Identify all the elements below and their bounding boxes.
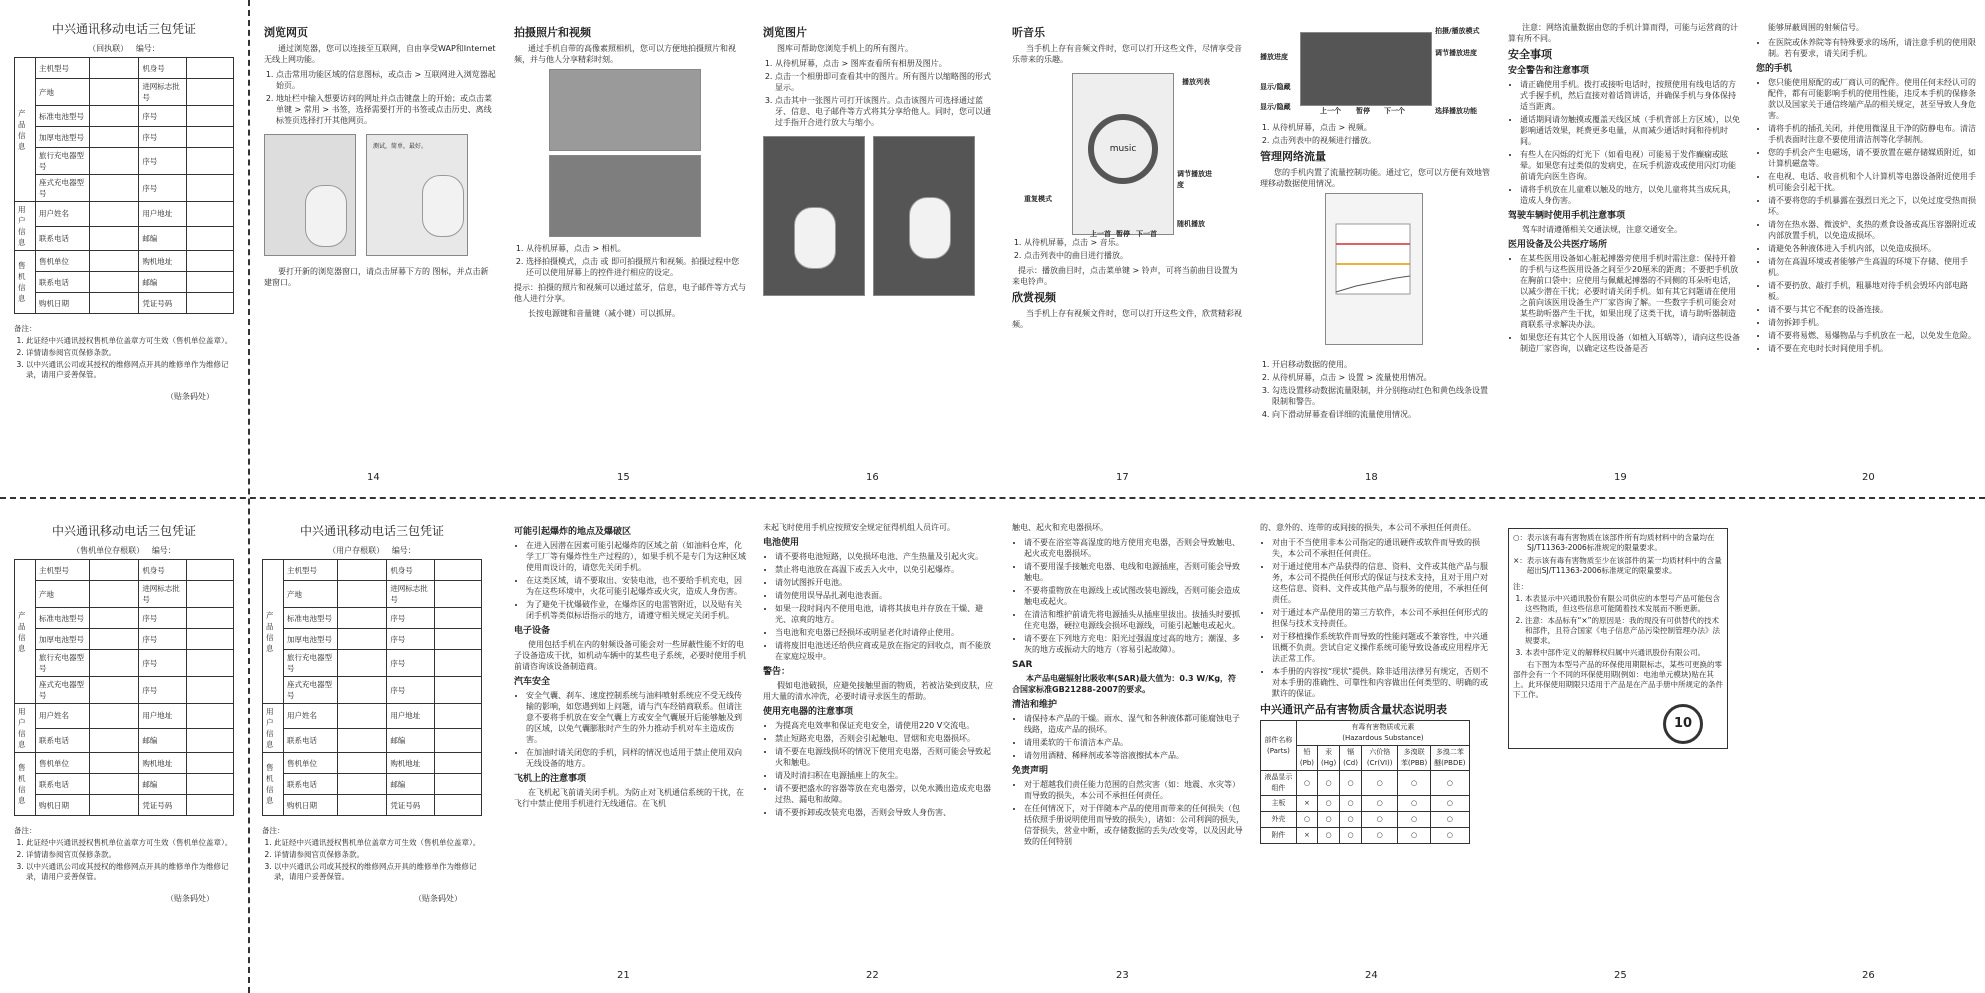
page-number: 20	[1862, 472, 1875, 483]
page-number: 26	[1862, 970, 1875, 981]
section-title: 欣赏视频	[1012, 291, 1056, 304]
field-label: 机身号	[139, 58, 187, 79]
field-label: 加厚电池型号	[36, 127, 90, 148]
field-label: 主机型号	[36, 58, 90, 79]
horizontal-cut-line	[0, 497, 1985, 499]
field-label: 凭证号码	[139, 293, 187, 314]
barcode-area-label: （贴条码处）	[166, 894, 214, 903]
page-number: 19	[1614, 472, 1627, 483]
page-number: 18	[1365, 472, 1378, 483]
page-number: 23	[1116, 970, 1129, 981]
page-20: 能够屏蔽周围的射频信号。 • 在医院或休养院等有特殊要求的场所，请注意手机的使用限制。若有要求，请关闭手机。 您的手机 • 您只能使用原配的或厂商认可的配件。使用任何未经认可的配件，都有可能影响手机的使用性能，违反本手机的保修条款以及国家关于通信终端产品的相关规定，甚至导致人身危害。 • 请将手机的插孔关闭，并使用微湿且干净的防静电布。清洁手机表面时注意不要使用清洁剂等化学制剂。 • 您的手机会产生电磁场，请不要放置在磁存储媒质附近，如计算机磁盘等。 • 在电视、电话、收音机和个人计算机等电器设备附近使用手机可能会引起干扰。 • 请不要将您的手机暴露在强烈日光之下，以免过度受热而损坏。 • 请勿在热水器、微波炉、炙热的煮食设备或高压容器附近或内部放置手机，以免造成损坏。 • 请避免各种液体进入手机内部，以免造成损坏。 • 请勿在高温环境或者能够产生高温的环境下存储、使用手机。 • 请不要扔放、敲打手机，粗暴地对待手机会毁坏内部电路板。 • 请不要与其它不配套的设备连接。 • 请勿拆卸手机。 • 请不要将易燃、易爆物品与手机放在一起，以免发生危险。 • 请不要在充电时长时间使用手机。	[1756, 22, 1978, 358]
page-25	[1508, 528, 1728, 749]
field-label: 产地	[36, 79, 90, 106]
hazardous-substance-table: 部件名称(Parts) 有毒有害物质或元素 (Hazardous Substance) 铅(Pb) 汞(Hg) 镉(Cd) 六价铬(Cr(VI)) 多溴联苯(PBB) 多溴二苯醚(PBDE) 液晶显示组件 ○ ○ ○ ○ ○ ○ 主板 × ○ ○ ○ ○ ○ 外壳 ○ ○ ○ ○ ○ ○ 附件 × ○ ○ ○ ○ ○	[1260, 720, 1470, 844]
page-22: 未起飞时使用手机应按照安全规定征得机组人员许可。 电池使用 • 请不要将电池短路，以免损坏电池、产生热量及引起火灾。 • 禁止将电池放在高温下或丢入火中，以免引起爆炸。 • 请勿试图拆开电池。 • 请勿使用误导品扎剥电池表面。 • 如果一段时间内不使用电池，请将其拔电并存放在干燥、避光、凉爽的地方。 • 当电池和充电器已经损坏或明显老化时请停止使用。 • 请将废旧电池送还给供应商或是放在指定的回收点，而不能放在家庭垃圾中。 警告： 假如电池破损，应避免接触里面的物质，若被沾染到皮肤，应用大量的清水冲洗，必要时请寻求医生的帮助。 使用充电器的注意事项 • 为提高充电效率和保证充电安全，请使用220 V交流电。 • 禁止短路充电器，否则会引起触电、冒烟和充电器损坏。 • 请不要在电源线损坏的情况下使用充电器，否则可能会导致起火和触电。 • 请及时清扫积在电源插座上的灰尘。 • 请不要把盛水的容器等放在充电器旁，以免水溅出造成充电器过热、漏电和故障。 • 请不要拆卸或改装充电器，否则会导致人身伤害、	[763, 522, 995, 822]
field-label: 联系电话	[36, 272, 90, 293]
table-row: 主板 × ○ ○ ○ ○ ○	[1261, 796, 1470, 812]
page-18: 拍摄/播放模式 播放进度 调节播放进度 显示/隐藏 上一个 暂停 下一个 显示/隐藏 选择播放功能 1. 从待机屏幕，点击 > 视频。 2. 点击列表中的视频进行播放。 管理网络流量 您的手机内置了流量控制功能。通过它，您可以方便有效地管理移动数据使用情况。 1. 开启移动数据的使用。 2. 从待机屏幕，点击 > 设置 > 流量使用情况。 3. 勾选设置移动数据流量限制，并分别拖动红色和黄色线条设置限制和警告。 4. 向下滑动屏幕查看详细的流量使用情况。	[1260, 22, 1492, 424]
card-title: 中兴通讯移动电话三包凭证	[51, 22, 196, 36]
page-17: 听音乐 当手机上存有音频文件时，您可以打开这些文件，尽情享受音乐带来的乐趣。 music 播放列表 调节播放进度 重复模式 上一首 暂停 下一首 随机播放 1. 从待机屏幕，点击 > 音乐。 2. 点击列表中的曲目进行播放。 提示：播放曲目时，点击菜单键 > 铃声，可将当前曲目设置为来电铃声。 欣赏视频 当手机上存有视频文件时，您可以打开这些文件，欣赏精彩视频。	[1012, 22, 1244, 334]
music-player-screenshot	[1072, 73, 1174, 235]
section-title: 浏览网页	[264, 26, 308, 39]
field-label: 序号	[139, 127, 187, 148]
browser-screenshot: 测试，简单，最好。	[366, 134, 468, 256]
page-19: 注意：网络流量数据由您的手机计算而得，可能与运营商的计算有所不同。 安全事项 安全警告和注意事项 • 请正确使用手机。拨打或接听电话时，按照使用有线电话的方式手握手机，然后直接对着话筒讲话，并确保手机与身体保持适当距离。 • 通话期间请勿触摸或覆盖天线区域（手机背部上方区域），以免影响通话效果，耗费更多电量，从而减少通话时间和待机时间。 • 有些人在闪烁的灯光下（如看电视）可能易于发作癫痫或眩晕。如果您有过类似的发病史，在玩手机游戏或使用闪灯功能前请先向医生咨询。 • 请将手机放在儿童难以触及的地方，以免儿童将其当成玩具，造成人身伤害。 驾驶车辆时使用手机注意事项 驾车时请遵循相关交通法规，注意交通安全。 医用设备及公共医疗场所 • 在某些医用设备如心脏起搏器旁使用手机时需注意：保持开着的手机与这些医用设备之间至少20厘米的距离；不要把手机放在胸前口袋中；应使用与佩戴起搏器的不同侧的耳朵听电话，以减少潜在干扰；必要时请关闭手机。如有其它问题请在使用之前向该医用设备生产厂家咨询了解。一些数字手机可能会对某些助听器产生干扰，如果出现了这类干扰，请与助听器制造商联系寻求解决办法。 • 如果您还有其它个人医用设备（如植入耳蜗等），请向这些设备制造厂家咨询，以确定这些设备是否	[1508, 22, 1740, 358]
card-title: 中兴通讯移动电话三包凭证	[51, 524, 196, 538]
field-label: 序号	[139, 175, 187, 202]
field-label: 联系电话	[36, 226, 90, 251]
barcode-area-label: （贴条码处）	[414, 894, 462, 903]
table-row: 外壳 ○ ○ ○ ○ ○ ○	[1261, 812, 1470, 828]
card-notes: 备注： 1. 此证经中兴通讯授权售机单位盖章方可生效（售机单位盖章）。 2. 详情请参阅官页保修条款。 3. 以中兴通讯公司或其授权的维修网点开具的维修单作为维修记录，请用户妥善保管。 （贴条码处）	[262, 826, 482, 904]
page-number: 22	[866, 970, 879, 981]
card-title: 中兴通讯移动电话三包凭证	[299, 524, 444, 538]
data-usage-screenshot	[1325, 193, 1423, 345]
environmental-note-box: ○： 表示该有毒有害物质在该部件所有均质材料中的含量均在SJ/T11363-2006标准规定的限量要求。 ×： 表示该有毒有害物质至少在该部件的某一均质材料中的含量超出SJ/T11363-2006标准规定的限量要求。 注： 1. 本表显示中兴通讯股份有限公司供应的本型号产品可能包含这些物质，但这些信息可能随着技术发展而不断更新。 2. 注意：本品标有“×”的原因是：我的现没有可供替代的技术和部件，且符合国家《电子信息产品污染控制管理办法》法规要求。 3. 本表中部件定义的解释权归属中兴通讯股份有限公司。 右下图为本型号产品的环保使用期限标志，某些可更换的零部件会有一个不同的环保使用期(例如：电池单元模块)贴在其上。此环保使用期限只适用于产品是在产品手册中所规定的条件下工作。 10	[1508, 528, 1728, 749]
headphones-icon: music	[1088, 114, 1158, 184]
browser-screenshot	[264, 134, 356, 256]
page-number: 17	[1116, 472, 1129, 483]
page-number: 15	[617, 472, 630, 483]
warranty-table: 产品信息 主机型号 机身号 产地 进网标志批号 标准电池型号 序号 加厚电池型号 序号 旅行充电器型号 序号 座式充电器型号 序号 用户信息 用户姓名 用户地址 联系电话 邮编 售机信息 售机单位 购机地址 联系电话 邮编 购机日期 凭证号码	[14, 559, 234, 816]
pinch-zoom-figure	[763, 136, 865, 296]
page-number: 21	[617, 970, 630, 981]
section-title: 安全事项	[1508, 48, 1552, 61]
field-label: 序号	[139, 106, 187, 127]
card-notes: 备注： 1. 此证经中兴通讯授权售机单位盖章方可生效（售机单位盖章）。 2. 详情请参阅官页保修条款。 3. 以中兴通讯公司或其授权的维修网点开具的维修单作为维修记录，请用户妥善保管。 （贴条码处）	[14, 826, 234, 904]
card-copy-label: （售机单位存根联） 编号：	[72, 546, 176, 555]
page-number: 25	[1614, 970, 1627, 981]
section-title: 浏览图片	[763, 26, 807, 39]
page-21: 可能引起爆炸的地点及爆破区 • 在进入因潜在因素可能引起爆炸的区域之前（如油料仓库，化学工厂等有爆炸性生产过程的），如果手机不是专门为这种区域使用而设计的，请您先关闭手机。 • 在这类区域，请不要取出、安装电池，也不要给手机充电，因为在这些环境中，火花可能引起爆炸或火灾，造成人身伤害。 • 为了避免干扰爆破作业，在爆炸区的电雷管附近，以及贴有关闭手机等类似标语指示的地方，请遵守相关规定关闭手机。 电子设备 使用包括手机在内的射频设备可能会对一些屏蔽性能不好的电子设备造成干扰，如机动车辆中的某些电子系统，必要时使用手机前请咨询该设备制造商。 汽车安全 • 安全气囊、刹车、速度控制系统与油料喷射系统应不受无线传输的影响，如您遇到如上问题，请与汽车经销商联系。但请注意不要将手机放在安全气囊上方或安全气囊展开后能够触及到的区域，以免气囊膨胀时产生的外力推动手机对车主造成伤害。 • 在加油时请关闭您的手机，同样的情况也适用于禁止使用双向无线设备的地方。 飞机上的注意事项 在飞机起飞前请关闭手机。为防止对飞机通信系统的干扰，在飞行中禁止使用手机进行无线通信。在飞机	[514, 522, 746, 813]
environmental-period-logo-icon: 10	[1663, 704, 1703, 744]
page-16: 浏览图片 图库可帮助您浏览手机上的所有图片。 1. 从待机屏幕，点击 > 图库查看所有相册及图片。 2. 点击一个相册即可查看其中的图片。所有图片以缩略图的形式显示。 3. 点击其中一张图片可打开该图片。点击该图片可选择通过蓝牙、信息、电子邮件等方式将其分享给他人。同时，您可以通过手指开合进行放大与缩小。	[763, 22, 995, 300]
table-row: 附件 × ○ ○ ○ ○ ○	[1261, 828, 1470, 844]
field-label: 邮编	[139, 272, 187, 293]
warranty-table: 产品信息 主机型号 机身号 产地 进网标志批号 标准电池型号 序号 加厚电池型号 序号 旅行充电器型号 序号 座式充电器型号 序号 用户信息 用户姓名 用户地址 联系电话 邮编 售机信息 售机单位 购机地址 联系电话 邮编 购机日期 凭证号码	[262, 559, 482, 816]
page-23: 触电、起火和充电器损坏。 • 请不要在浴室等高湿度的地方使用充电器，否则会导致触电、起火或充电器损坏。 • 请不要用湿手接触充电器、电线和电源插座，否则可能会导致触电。 • 不要将重物放在电源线上或试图改装电源线，否则可能会造成触电或起火。 • 在清洁和维护前请先将电源插头从插座里拔出。拔插头时要抓住充电器，硬拉电源线会损坏电源线，可能引起触电或起火。 • 请不要在下列地方充电：阳光过强温度过高的地方；潮湿、多灰的地方或振动大的地方（容易引起故障）。 SAR 本产品电磁辐射比吸收率(SAR)最大值为：0.3 W/Kg，符合国家标准GB21288-2007的要求。 清洁和维护 • 请保持本产品的干燥。雨水、湿气和各种液体都可能腐蚀电子线路，造成产品的损坏。 • 请用柔软的干布清洁本产品。 • 请勿用酒精、稀释剂或苯等溶液擦拭本产品。 免责声明 • 对于超越我们责任能力范围的自然灾害（如：地震、水灾等）而导致的损失，本公司不承担任何责任。 • 在任何情况下，对于伴随本产品的使用而带来的任何损失（包括依照手册说明使用而导致的损失），诸如：公司利润的损失，信誉损失，营业中断，或存储数据的丢失/改变等，以及因此导致的任何特别	[1012, 522, 1244, 851]
field-label: 售机单位	[36, 251, 90, 272]
warranty-card-seller	[14, 520, 234, 904]
card-notes: 备注： 1. 此证经中兴通讯授权售机单位盖章方可生效（售机单位盖章）。 2. 详情请参阅官页保修条款。 3. 以中兴通讯公司或其授权的维修网点开具的维修单作为维修记录，请用户妥善保管。 （贴条码处）	[14, 324, 234, 402]
field-label: 购机地址	[139, 251, 187, 272]
field-label: 用户地址	[139, 202, 187, 227]
field-label: 序号	[139, 148, 187, 175]
page-number: 16	[866, 472, 879, 483]
card-copy-label: （回执联） 编号：	[88, 44, 160, 53]
field-label: 进网标志批号	[139, 79, 187, 106]
table-row: 液晶显示组件 ○ ○ ○ ○ ○ ○	[1261, 771, 1470, 796]
page-number: 24	[1365, 970, 1378, 981]
field-label: 座式充电器型号	[36, 175, 90, 202]
video-player-screenshot	[1300, 32, 1432, 106]
field-label: 邮编	[139, 226, 187, 251]
group-label: 用户信息	[15, 202, 36, 251]
section-title: 中兴通讯产品有害物质含量状态说明表	[1260, 703, 1447, 716]
field-label: 用户姓名	[36, 202, 90, 227]
pinch-zoom-figure	[873, 136, 975, 296]
group-label: 产品信息	[15, 58, 36, 202]
warranty-card-user	[262, 520, 482, 904]
group-label: 售机信息	[15, 251, 36, 314]
page-15: 拍摄照片和视频 通过手机自带的高像素照相机，您可以方便地拍摄照片和视频，并与他人分享精彩时刻。 1. 从待机屏幕，点击 > 相机。 2. 选择拍摄模式，点击 或 即可拍摄照片和视频。拍摄过程中您还可以使用屏幕上的控件进行相应的设定。 提示：拍摄的照片和视频可以通过蓝牙，信息，电子邮件等方式与他人进行分享。 长按电源键和音量键（减小键）可以抓屏。	[514, 22, 746, 323]
barcode-area-label: （贴条码处）	[166, 392, 214, 401]
warranty-table	[14, 57, 234, 314]
usage-graph	[1326, 194, 1420, 342]
camera-photo	[549, 69, 701, 151]
field-label: 购机日期	[36, 293, 90, 314]
page-number: 14	[367, 472, 380, 483]
warranty-card-receipt	[14, 18, 234, 402]
section-title: 拍摄照片和视频	[514, 26, 591, 39]
camera-video	[549, 155, 701, 237]
field-label: 旅行充电器型号	[36, 148, 90, 175]
section-title: 管理网络流量	[1260, 150, 1326, 163]
card-copy-label: （用户存根联） 编号：	[328, 546, 416, 555]
page-24: 的、意外的、连带的或间接的损失，本公司不承担任何责任。 • 对由于不当使用非本公司指定的通讯硬件或软件而导致的损失，本公司不承担任何责任。 • 对于通过使用本产品获得的信息、资料、文件或其他产品与服务，本公司不提供任何形式的保证与技术支持，且对于用户对这些信息、资料、文件或其他产品与服务的使用，不承担任何责任。 • 对于通过本产品使用的第三方软件，本公司不承担任何形式的担保与技术支持责任。 • 对于移植操作系统软件而导致的性能问题或不兼容性，中兴通讯概不负责。尝试自定义操作系统可能导致设备或应用程序无法正常工作。 • 本手册的内容按“现状”提供。除非适用法律另有规定，否则不对本手册的准确性、可靠性和内容做出任何类型的、明确的或默许的保证。 中兴通讯产品有害物质含量状态说明表 部件名称(Parts) 有毒有害物质或元素 (Hazardous Substance) 铅(Pb) 汞(Hg) 镉(Cd) 六价铬(Cr(VI)) 多溴联苯(PBB) 多溴二苯醚(PBDE) 液晶显示组件 ○ ○ ○ ○ ○ ○ 主板 × ○ ○ ○ ○ ○ 外壳 ○ ○ ○ ○ ○ ○ 附件 × ○ ○ ○ ○ ○	[1260, 522, 1492, 844]
page-14: 浏览网页 通过浏览器，您可以连接至互联网，自由享受WAP和Internet无线上网功能。 1. 点击常用功能区域的信息图标，或点击 > 互联网进入浏览器起始页。 2. 地址栏中输入想要访问的网址并点击键盘上的开始；或点击菜单键 > 常用 > 书签，选择需要打开的书签或点击历史、离线标签页选择打开其他网页。 测试，简单，最好。 要打开新的浏览器窗口，请点击屏幕下方的 图标，并点击新建窗口。	[264, 22, 496, 292]
field-label: 标准电池型号	[36, 106, 90, 127]
section-title: 听音乐	[1012, 26, 1045, 39]
